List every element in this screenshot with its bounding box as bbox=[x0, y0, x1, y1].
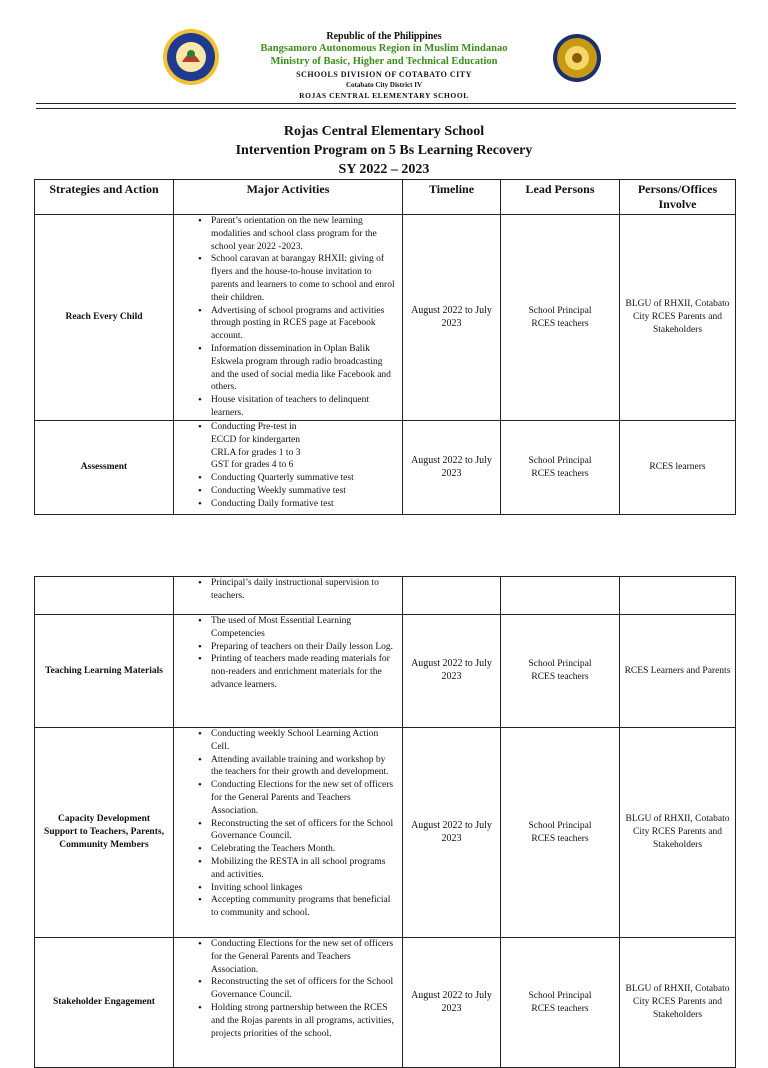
list-item: • Reconstructing the set of officers for the School Governance Council. bbox=[174, 818, 398, 844]
timeline-cell: August 2022 to July 2023 bbox=[403, 615, 501, 728]
list-item: • Conducting Pre-test in bbox=[174, 421, 398, 434]
letterhead bbox=[0, 0, 768, 110]
activities-list bbox=[174, 215, 398, 420]
list-item: • Accepting community programs that beneficial to community and school. bbox=[174, 894, 398, 920]
header-republic: Republic of the Philippines bbox=[326, 31, 442, 42]
list-item: GST for grades 4 to 6 bbox=[211, 460, 294, 471]
lead-person: RCES teachers bbox=[531, 318, 589, 329]
list-item: • Preparing of teachers on their Daily lesson Log. bbox=[174, 641, 398, 654]
document-title-school: Rojas Central Elementary School bbox=[283, 124, 485, 139]
list-item: • Attending available training and workshop by the teachers for their growth and development. bbox=[174, 754, 398, 780]
lead-person: School Principal bbox=[528, 659, 592, 670]
header-division: SCHOOLS DIVISION OF COTABATO CITY bbox=[296, 70, 472, 79]
lead-person: School Principal bbox=[528, 305, 592, 316]
timeline-cell: August 2022 to July 2023 bbox=[403, 421, 501, 515]
list-item: • Conducting Daily formative test bbox=[174, 498, 398, 511]
list-item: • Conducting Quarterly summative test bbox=[174, 472, 398, 485]
activities-list bbox=[174, 577, 398, 603]
strategy-cell bbox=[35, 577, 174, 615]
list-item: CRLA for grades 1 to 3 bbox=[211, 447, 301, 458]
list-item: • Information dissemination in Oplan Balik Eskwela program through radio broadcasting and the used of social media like Facebook and others. bbox=[174, 343, 398, 394]
lead-person: School Principal bbox=[528, 820, 592, 831]
timeline-cell: August 2022 to July 2023 bbox=[403, 728, 501, 938]
document-title-program: Intervention Program on 5 Bs Learning Recovery bbox=[235, 143, 533, 158]
list-item: • Parent’s orientation on the new learning modalities and school class program for the school year 2022 -2023. bbox=[174, 215, 398, 253]
involved-cell: RCES learners bbox=[620, 421, 736, 515]
lead-person: RCES teachers bbox=[531, 468, 589, 479]
lead-persons-cell bbox=[501, 215, 620, 421]
table-row bbox=[35, 215, 736, 421]
lead-persons-cell bbox=[501, 938, 620, 1068]
involved-cell: BLGU of RHXII, Cotabato City RCES Parents and Stakeholders bbox=[620, 215, 736, 421]
list-item: • Celebrating the Teachers Month. bbox=[174, 843, 398, 856]
list-item: • House visitation of teachers to delinquent learners. bbox=[174, 394, 398, 420]
header-strategies: Strategies and Action bbox=[35, 180, 174, 215]
table-row bbox=[35, 577, 736, 615]
list-item: • Holding strong partnership between the RCES and the Rojas parents in all programs, activities, projects priorities of the school. bbox=[174, 1002, 398, 1040]
intervention-table-page-2 bbox=[34, 576, 736, 1068]
list-item: • Principal’s daily instructional supervision to teachers. bbox=[174, 577, 398, 603]
header-ministry: Ministry of Basic, Higher and Technical Education bbox=[270, 56, 498, 67]
header-region: Bangsamoro Autonomous Region in Muslim Mindanao bbox=[260, 43, 508, 54]
list-item: • Advertising of school programs and activities through posting in RCES page at Facebook account. bbox=[174, 305, 398, 343]
strategy-cell: Assessment bbox=[35, 421, 174, 515]
involved-cell: BLGU of RHXII, Cotabato City RCES Parents and Stakeholders bbox=[620, 728, 736, 938]
intervention-table-page-1 bbox=[34, 179, 736, 515]
header-divider bbox=[36, 103, 736, 104]
empty-cell bbox=[403, 577, 501, 615]
strategy-cell: Stakeholder Engagement bbox=[35, 938, 174, 1068]
table-row bbox=[35, 728, 736, 938]
list-item: ECCD for kindergarten bbox=[211, 434, 300, 445]
lead-person: RCES teachers bbox=[531, 1003, 589, 1014]
list-item: • School caravan at barangay RHXII: giving of flyers and the house-to-house invitation to parents and learners to come to school and enrol their children. bbox=[174, 253, 398, 304]
lead-persons-cell bbox=[501, 421, 620, 515]
empty-cell bbox=[620, 577, 736, 615]
activities-list bbox=[174, 728, 398, 920]
document-title-sy: SY 2022 – 2023 bbox=[338, 162, 430, 177]
list-item: • Reconstructing the set of officers for the School Governance Council. bbox=[174, 976, 398, 1002]
timeline-cell: August 2022 to July 2023 bbox=[403, 215, 501, 421]
strategy-cell: Teaching Learning Materials bbox=[35, 615, 174, 728]
header-school: ROJAS CENTRAL ELEMENTARY SCHOOL bbox=[299, 91, 469, 100]
table-row bbox=[35, 615, 736, 728]
activities-list bbox=[174, 421, 398, 511]
list-item: • Conducting Weekly summative test bbox=[174, 485, 398, 498]
header-persons-involved: Persons/Offices Involve bbox=[620, 180, 736, 215]
table-header-row bbox=[35, 180, 736, 215]
header-divider-thin bbox=[36, 108, 736, 109]
list-item: • Printing of teachers made reading materials for non-readers and enrichment materials for the advance learners. bbox=[174, 653, 398, 691]
strategy-cell: Capacity Development Support to Teachers, Parents, Community Members bbox=[35, 728, 174, 938]
header-lead-persons: Lead Persons bbox=[501, 180, 620, 215]
header-activities: Major Activities bbox=[174, 180, 403, 215]
lead-person: RCES teachers bbox=[531, 833, 589, 844]
activities-list bbox=[174, 938, 398, 1040]
lead-person: School Principal bbox=[528, 990, 592, 1001]
list-item: • Conducting Elections for the new set of officers for the General Parents and Teachers Association. bbox=[174, 779, 398, 817]
table-row bbox=[35, 938, 736, 1068]
list-item: • The used of Most Essential Learning Competencies bbox=[174, 615, 398, 641]
header-timeline: Timeline bbox=[403, 180, 501, 215]
list-item: • Inviting school linkages bbox=[174, 882, 398, 895]
involved-cell: BLGU of RHXII, Cotabato City RCES Parents and Stakeholders bbox=[620, 938, 736, 1068]
empty-cell bbox=[501, 577, 620, 615]
table-row bbox=[35, 421, 736, 515]
lead-persons-cell bbox=[501, 615, 620, 728]
strategy-cell: Reach Every Child bbox=[35, 215, 174, 421]
lead-person: RCES teachers bbox=[531, 672, 589, 682]
header-district: Cotabato City District IV bbox=[345, 81, 422, 89]
list-item: • Conducting Elections for the new set of officers for the General Parents and Teachers Association. bbox=[174, 938, 398, 976]
lead-person: School Principal bbox=[528, 455, 592, 466]
lead-persons-cell bbox=[501, 728, 620, 938]
involved-cell: RCES Learners and Parents bbox=[620, 615, 736, 728]
activities-list bbox=[174, 615, 398, 692]
timeline-cell: August 2022 to July 2023 bbox=[403, 938, 501, 1068]
list-item: • Conducting weekly School Learning Action Cell. bbox=[174, 728, 398, 754]
list-item: • Mobilizing the RESTA in all school programs and activities. bbox=[174, 856, 398, 882]
